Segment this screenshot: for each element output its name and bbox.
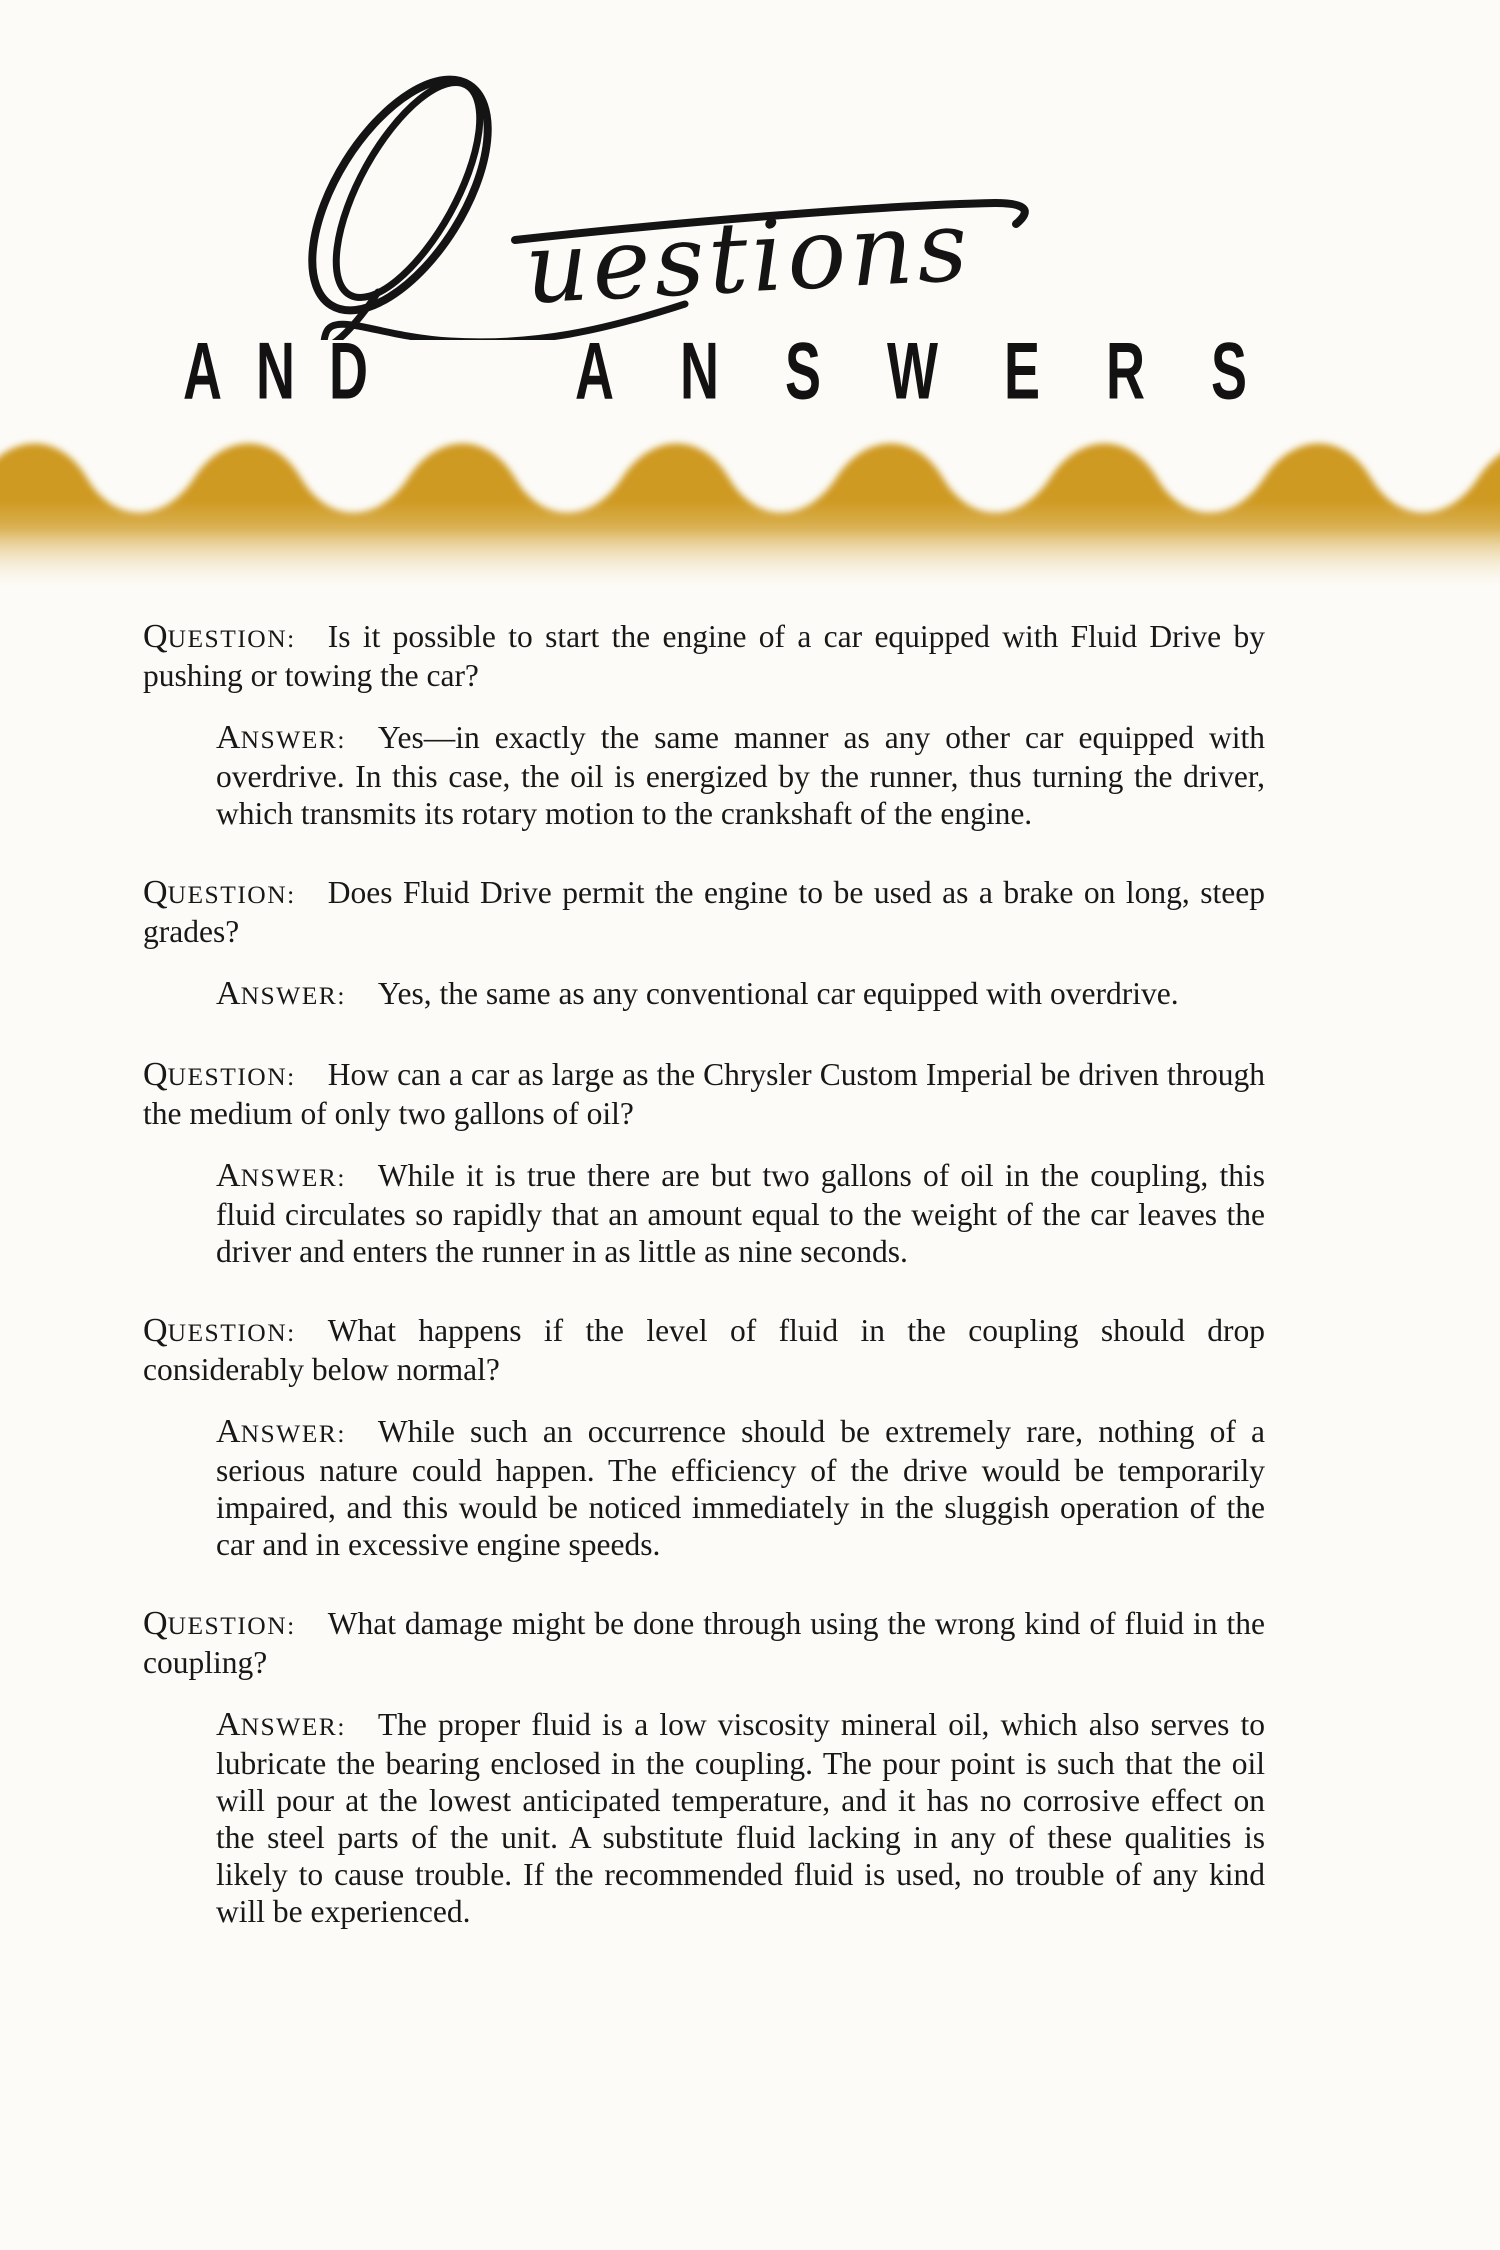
- question-text: QUESTION: What damage might be done through using the wrong kind of fluid in the coupling?: [143, 1605, 1265, 1680]
- answer-label: ANSWER:: [216, 975, 346, 1012]
- script-title-tail-text: uestions: [522, 189, 975, 327]
- qa-item: [143, 874, 1265, 1014]
- question-text: QUESTION: How can a car as large as the Chrysler Custom Imperial be driven through the medium of only two gallons of oil?: [143, 1056, 1265, 1131]
- questions-script-title: [230, 40, 1060, 340]
- question-label: QUESTION:: [143, 1056, 296, 1093]
- question-label: QUESTION:: [143, 618, 296, 655]
- qa-item: [143, 1056, 1265, 1270]
- qa-item: [143, 1605, 1265, 1930]
- question-text: QUESTION: Is it possible to start the engine of a car equipped with Fluid Drive by pushing or towing the car?: [143, 618, 1265, 693]
- answer-label: ANSWER:: [216, 1413, 346, 1450]
- gold-wave-band: [0, 418, 1500, 588]
- question-label: QUESTION:: [143, 1312, 296, 1349]
- question-text: QUESTION: Does Fluid Drive permit the engine to be used as a brake on long, steep grades?: [143, 874, 1265, 949]
- qa-column: [143, 618, 1265, 1972]
- answer-text: ANSWER: While it is true there are but two gallons of oil in the coupling, this fluid circulates so rapidly that an amount equal to the weight of the car leaves the driver and enters the runner in as little as nine seconds.: [216, 1157, 1265, 1269]
- answer-text: ANSWER: The proper fluid is a low viscosity mineral oil, which also serves to lubricate the bearing enclosed in the coupling. The pour point is such that the oil will pour at the lowest anticipated temperature, and it has no corrosive effect on the steel parts of the unit. A substitute fluid lacking in any of these qualities is likely to cause trouble. If the recommended fluid is used, no trouble of any kind will be experienced.: [216, 1706, 1265, 1929]
- subtitle-word-answers: ANSWERS: [574, 326, 1313, 417]
- answer-text: ANSWER: Yes, the same as any conventional car equipped with overdrive.: [216, 975, 1179, 1012]
- subtitle-and-answers: [183, 326, 1313, 418]
- question-label: QUESTION:: [143, 1605, 296, 1642]
- subtitle-word-and: AND: [183, 326, 402, 417]
- answer-label: ANSWER:: [216, 1157, 346, 1194]
- answer-text: ANSWER: Yes—in exactly the same manner as any other car equipped with overdrive. In this case, the oil is energized by the runner, thus turning the driver, which transmits its rotary motion to the crankshaft of the engine.: [216, 719, 1265, 831]
- qa-item: [143, 1312, 1265, 1563]
- answer-text: ANSWER: While such an occurrence should be extremely rare, nothing of a serious nature could happen. The efficiency of the drive would be temporarily impaired, and this would be noticed immediately in the sluggish operation of the car and in excessive engine speeds.: [216, 1413, 1265, 1562]
- answer-label: ANSWER:: [216, 719, 346, 756]
- qa-item: [143, 618, 1265, 832]
- answer-label: ANSWER:: [216, 1706, 346, 1743]
- question-text: QUESTION: What happens if the level of fluid in the coupling should drop considerably below normal?: [143, 1312, 1265, 1387]
- question-label: QUESTION:: [143, 874, 296, 911]
